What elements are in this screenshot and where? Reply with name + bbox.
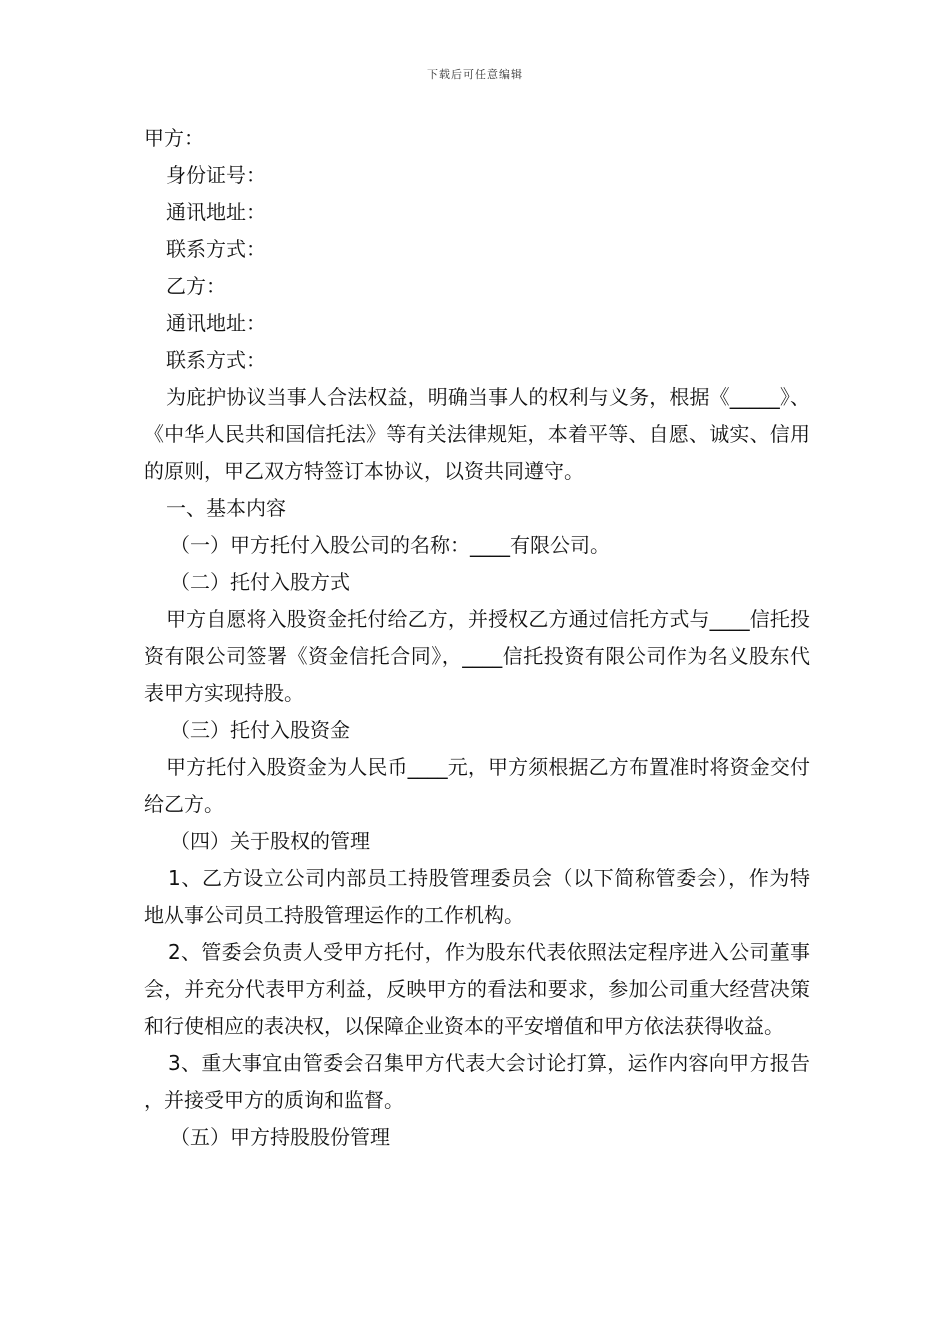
subsection-5-heading: （五）甲方持股股份管理 — [170, 1125, 390, 1149]
section-1-heading: 一、基本内容 — [166, 496, 286, 520]
subsection-2-paragraph: 甲方自愿将入股资金托付给乙方，并授权乙方通过信托方式与____信托投资有限公司签署《资金信托合同》，____信托投资有限公司作为名义股东代表甲方实现持股。 — [144, 607, 810, 705]
list-item-3: 3、重大事宜由管委会召集甲方代表大会讨论打算，运作内容向甲方报告，并接受甲方的质询和监督。 — [144, 1051, 810, 1112]
party-b-label: 乙方： — [166, 274, 226, 298]
subsection-2-heading: （二）托付入股方式 — [170, 570, 350, 594]
document-body — [144, 120, 810, 1156]
preamble-paragraph: 为庇护协议当事人合法权益，明确当事人的权利与义务，根据《_____》、《中华人民共和国信托法》等有关法律规矩，本着平等、自愿、诚实、信用的原则，甲乙双方特签订本协议，以资共同遵守。 — [144, 385, 810, 483]
page-header-note: 下载后可任意编辑 — [427, 68, 523, 81]
subsection-3-paragraph: 甲方托付入股资金为人民币____元，甲方须根据乙方布置准时将资金交付给乙方。 — [144, 755, 810, 816]
party-a-id-number: 身份证号： — [166, 163, 266, 187]
subsection-3-heading: （三）托付入股资金 — [170, 718, 350, 742]
party-b-address: 通讯地址： — [166, 311, 266, 335]
party-b-contact: 联系方式： — [166, 348, 266, 372]
party-a-label: 甲方： — [144, 126, 204, 150]
list-item-2: 2、管委会负责人受甲方托付，作为股东代表依照法定程序进入公司董事会，并充分代表甲方利益，反映甲方的看法和要求，参加公司重大经营决策和行使相应的表决权，以保障企业资本的平安增值和甲方依法获得收益。 — [144, 940, 810, 1038]
party-a-address: 通讯地址： — [166, 200, 266, 224]
subsection-4-heading: （四）关于股权的管理 — [170, 829, 370, 853]
subsection-1-company-name: （一）甲方托付入股公司的名称：____有限公司。 — [170, 533, 610, 557]
list-item-1: 1、乙方设立公司内部员工持股管理委员会（以下简称管委会），作为特地从事公司员工持股管理运作的工作机构。 — [144, 866, 810, 927]
party-a-contact: 联系方式： — [166, 237, 266, 261]
